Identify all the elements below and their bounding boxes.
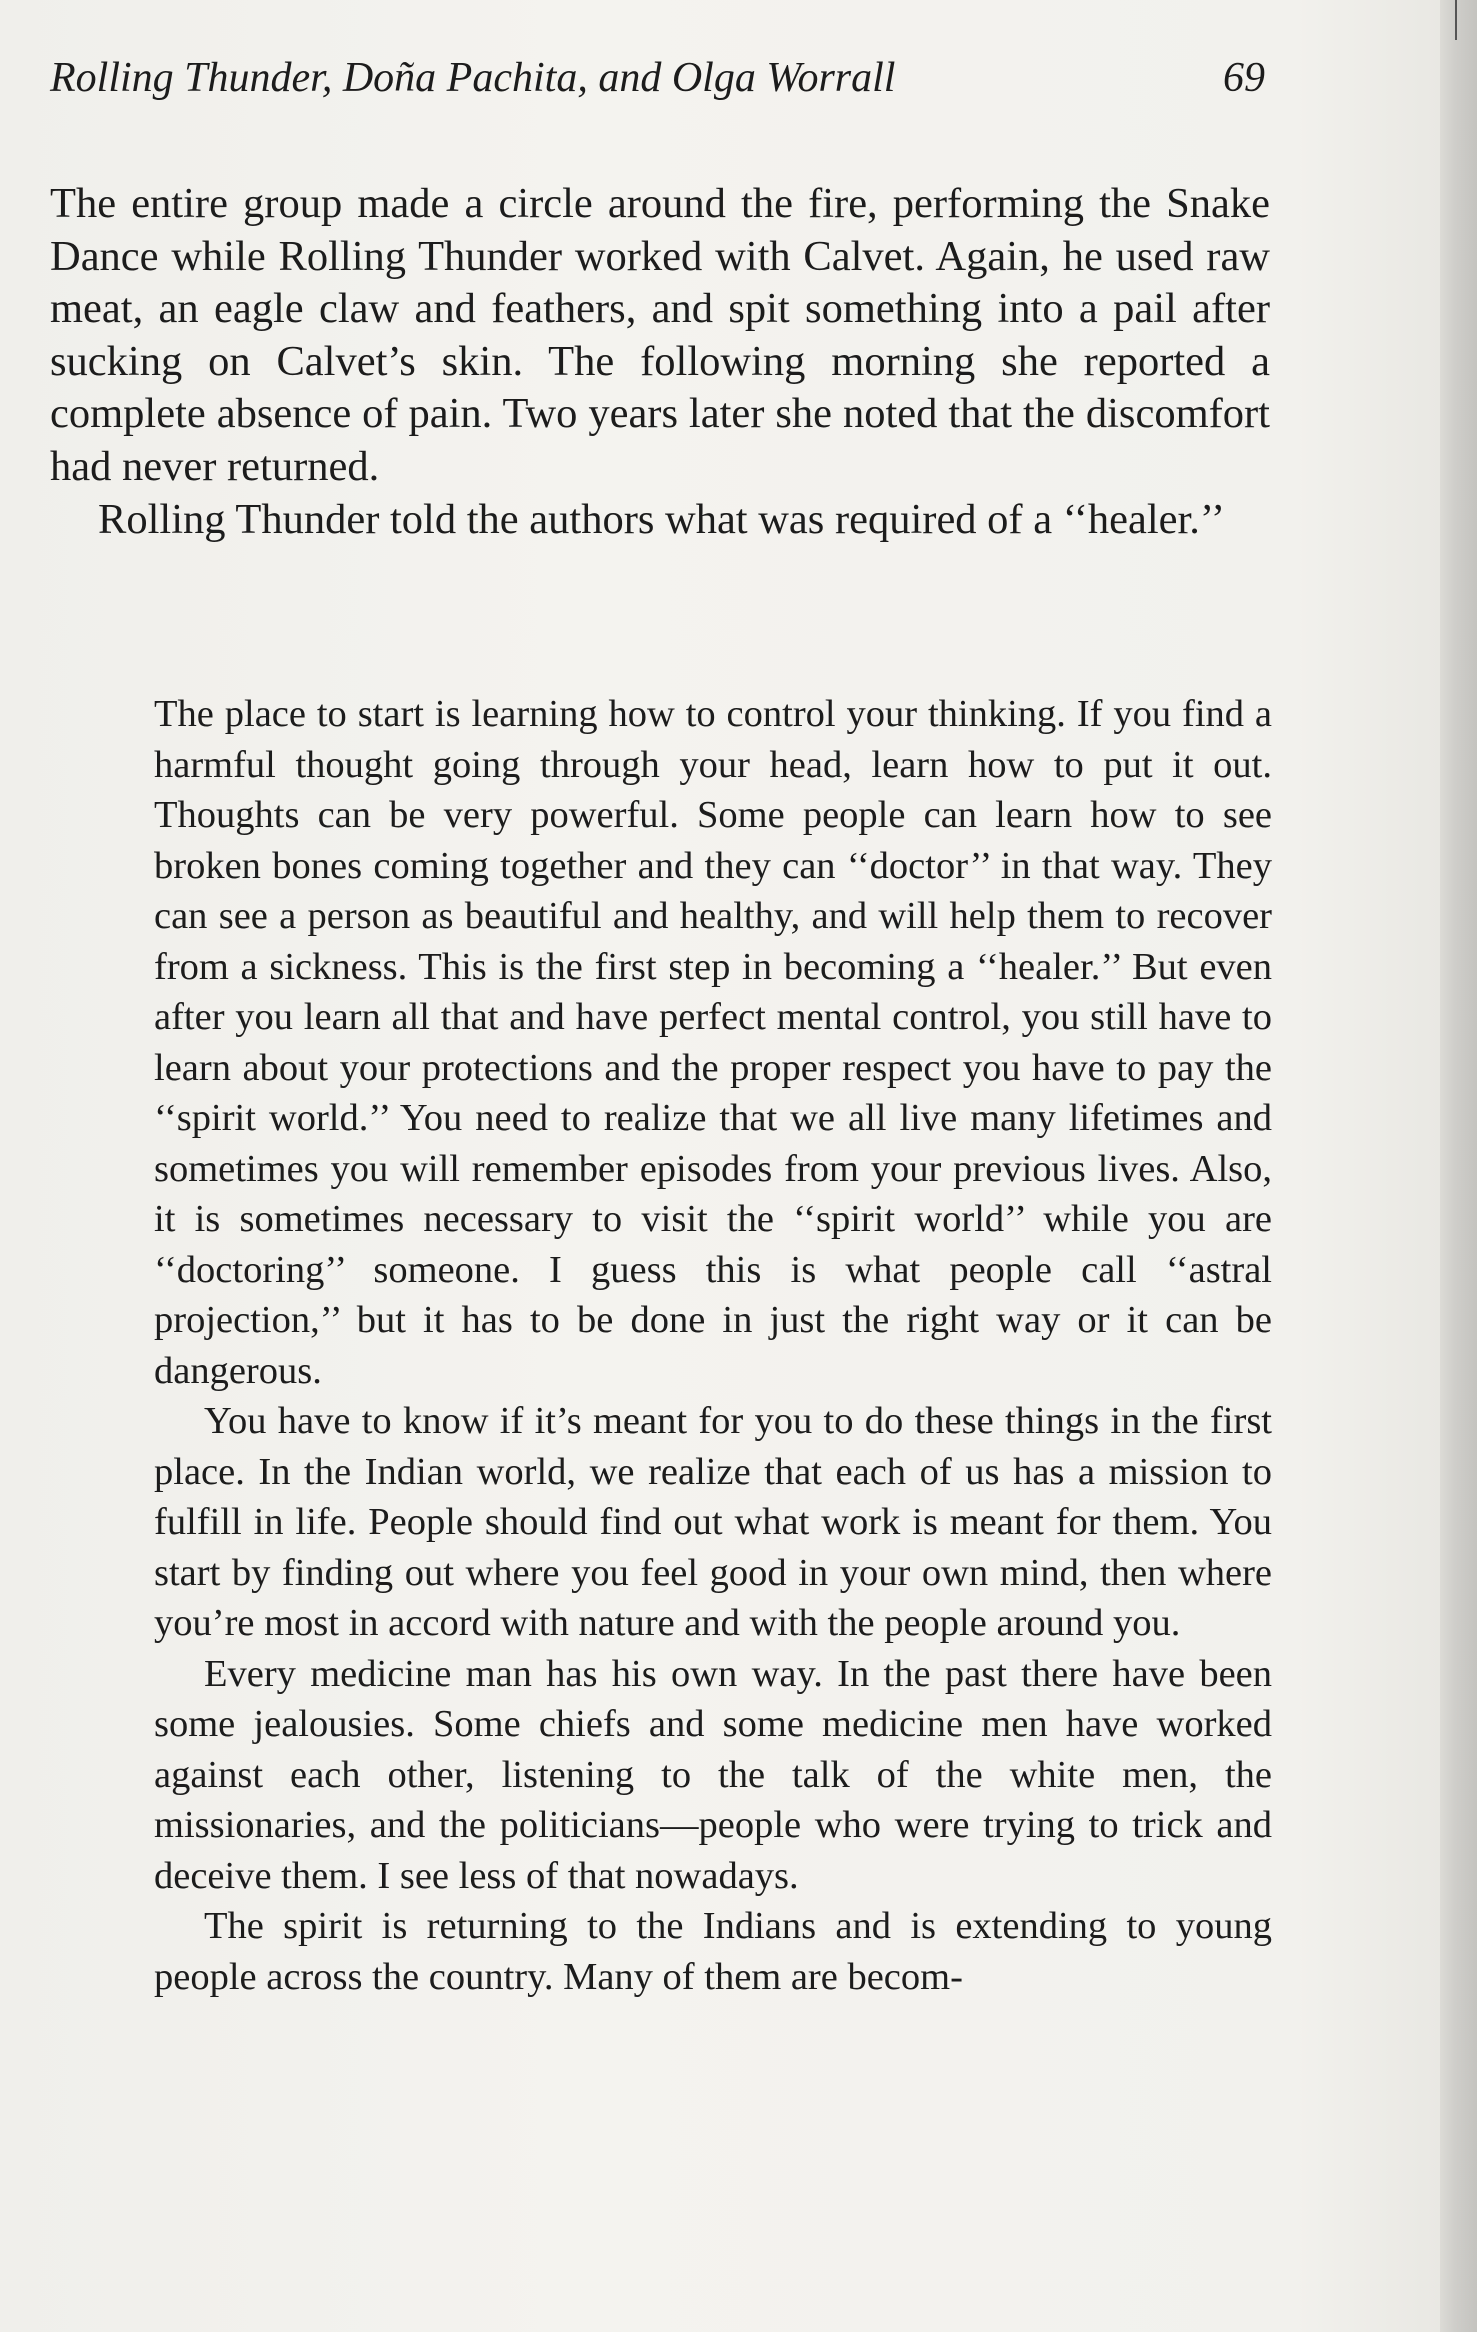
page-edge-mark [1455,0,1457,40]
page-number: 69 [1223,55,1265,101]
running-head-title: Rolling Thunder, Doña Pachita, and Olga Worrall [50,55,896,101]
body-paragraph: The entire group made a circle around the fire, performing the Snake Dance while Rolling Thunder worked with Calvet. Again, he used raw meat, an eagle claw and feathers, and spit something into a pail after sucking on Calvet’s skin. The following morning she reported a complete absence of pain. Two years later she noted that the discomfort had never returned. [50,180,1270,490]
running-head [50,54,1265,114]
quote-paragraph: You have to know if it’s meant for you to do these things in the first place. In the Indian world, we realize that each of us has a mission to fulfill in life. People should find out what work is meant for them. You start by finding out where you feel good in your own mind, then where you’re most in accord with nature and with the people around you. [154,1400,1272,1644]
quote-paragraph: The spirit is returning to the Indians and is extending to young people across the country. Many of them are becom- [154,1905,1272,1998]
quote-paragraph: Every medicine man has his own way. In the past there have been some jealousies. Some chiefs and some medicine men have worked against each other, listening to the talk of the white men, the missionaries, and the politicians—people who were trying to trick and deceive them. I see less of that nowadays. [154,1652,1272,1897]
page-gutter-shadow [1440,0,1477,2332]
block-quotation [154,689,1272,2002]
body-paragraph: Rolling Thunder told the authors what was required of a ‘‘healer.’’ [98,495,1226,543]
quote-paragraph: The place to start is learning how to control your thinking. If you find a harmful thought going through your head, learn how to put it out. Thoughts can be very powerful. Some people can learn how to see broken bones coming together and they can ‘‘doctor’’ in that way. They can see a person as beautiful and healthy, and will help them to recover from a sickness. This is the first step in becoming a ‘‘healer.’’ But even after you learn all that and have perfect mental control, you still have to learn about your protections and the proper respect you have to pay the ‘‘spirit world.’’ You need to realize that we all live many lifetimes and sometimes you will remember episodes from your previous lives. Also, it is sometimes necessary to visit the ‘‘spirit world’’ while you are ‘‘doctoring’’ someone. I guess this is what people call ‘‘astral projection,’’ but it has to be done in just the right way or it can be dangerous. [154,693,1272,1392]
body-text [50,178,1270,546]
